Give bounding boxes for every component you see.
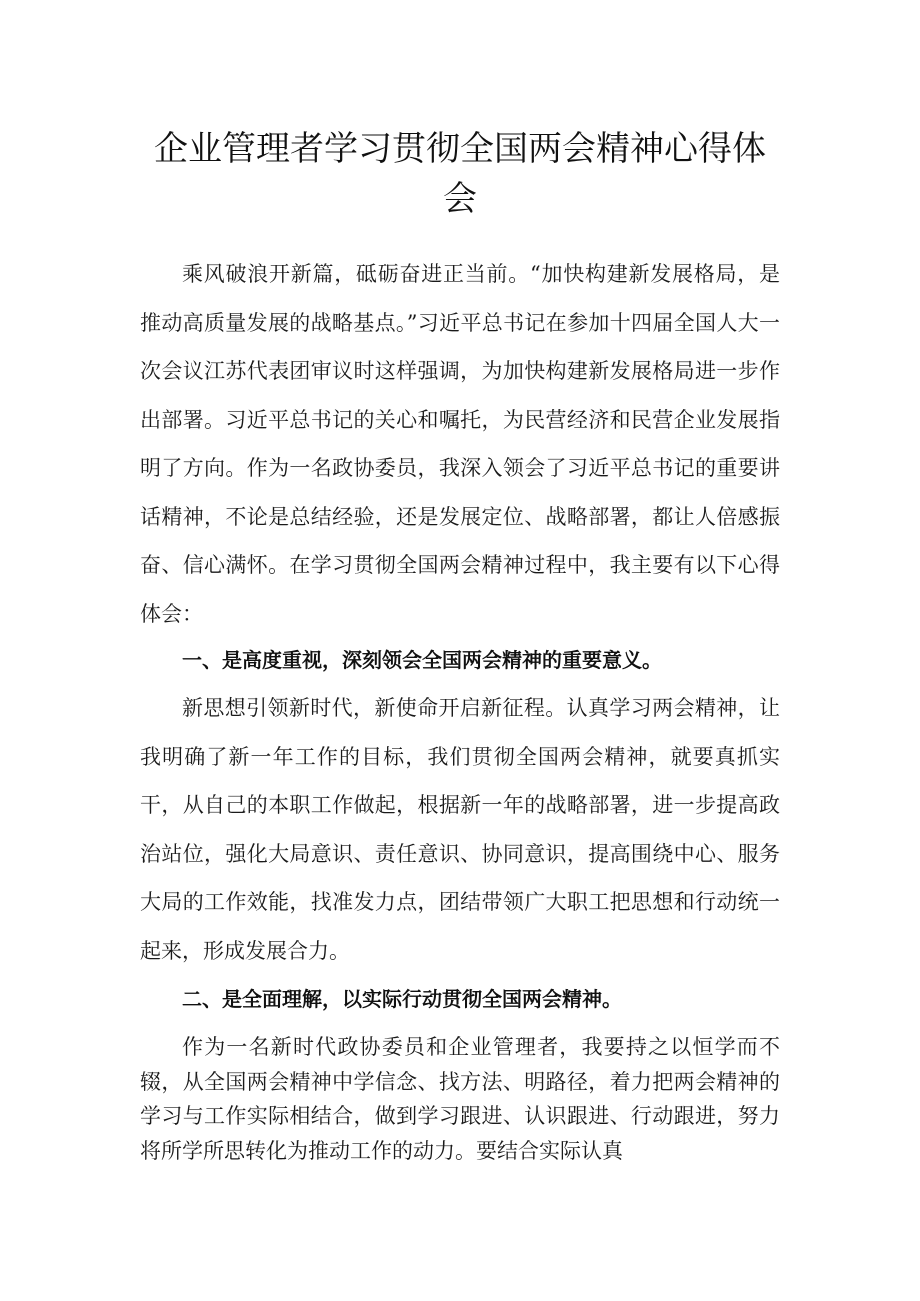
section-heading-1: 一、是高度重视，深刻领会全国两会精神的重要意义。 — [182, 648, 662, 672]
section-heading-2: 二、是全面理解，以实际行动贯彻全国两会精神。 — [182, 987, 622, 1011]
paragraph-intro: 乘风破浪开新篇，砥砺奋进正当前。“加快构建新发展格局，是推动高质量发展的战略基点。”习近平总书记在参加十四届全国人大一次会议江苏代表团审议时这样强调，为加快构建新发展格局进一步作出部署。习近平总书记的关心和嘱托，为民营经济和民营企业发展指明了方向。作为一名政协委员，我深入领会了习近平总书记的重要讲话精神，不论是总结经验，还是发展定位、战略部署，都让人倍感振奋、信心满怀。在学习贯彻全国两会精神过程中，我主要有以下心得体会： — [140, 262, 780, 626]
paragraph-section-1: 新思想引领新时代，新使命开启新征程。认真学习两会精神，让我明确了新一年工作的目标，我们贯彻全国两会精神，就要真抓实干，从自己的本职工作做起，根据新一年的战略部署，进一步提高政治站位，强化大局意识、责任意识、协同意识，提高围绕中心、服务大局的工作效能，找准发力点，团结带领广大职工把思想和行动统一起来，形成发展合力。 — [140, 696, 780, 963]
document-title: 企业管理者学习贯彻全国两会精神心得体会 — [154, 129, 766, 219]
paragraph-section-2: 作为一名新时代政协委员和企业管理者，我要持之以恒学而不辍，从全国两会精神中学信念、找方法、明路径，着力把两会精神的学习与工作实际相结合，做到学习跟进、认识跟进、行动跟进，努力将所学所思转化为推动工作的动力。要结合实际认真 — [140, 1035, 780, 1163]
